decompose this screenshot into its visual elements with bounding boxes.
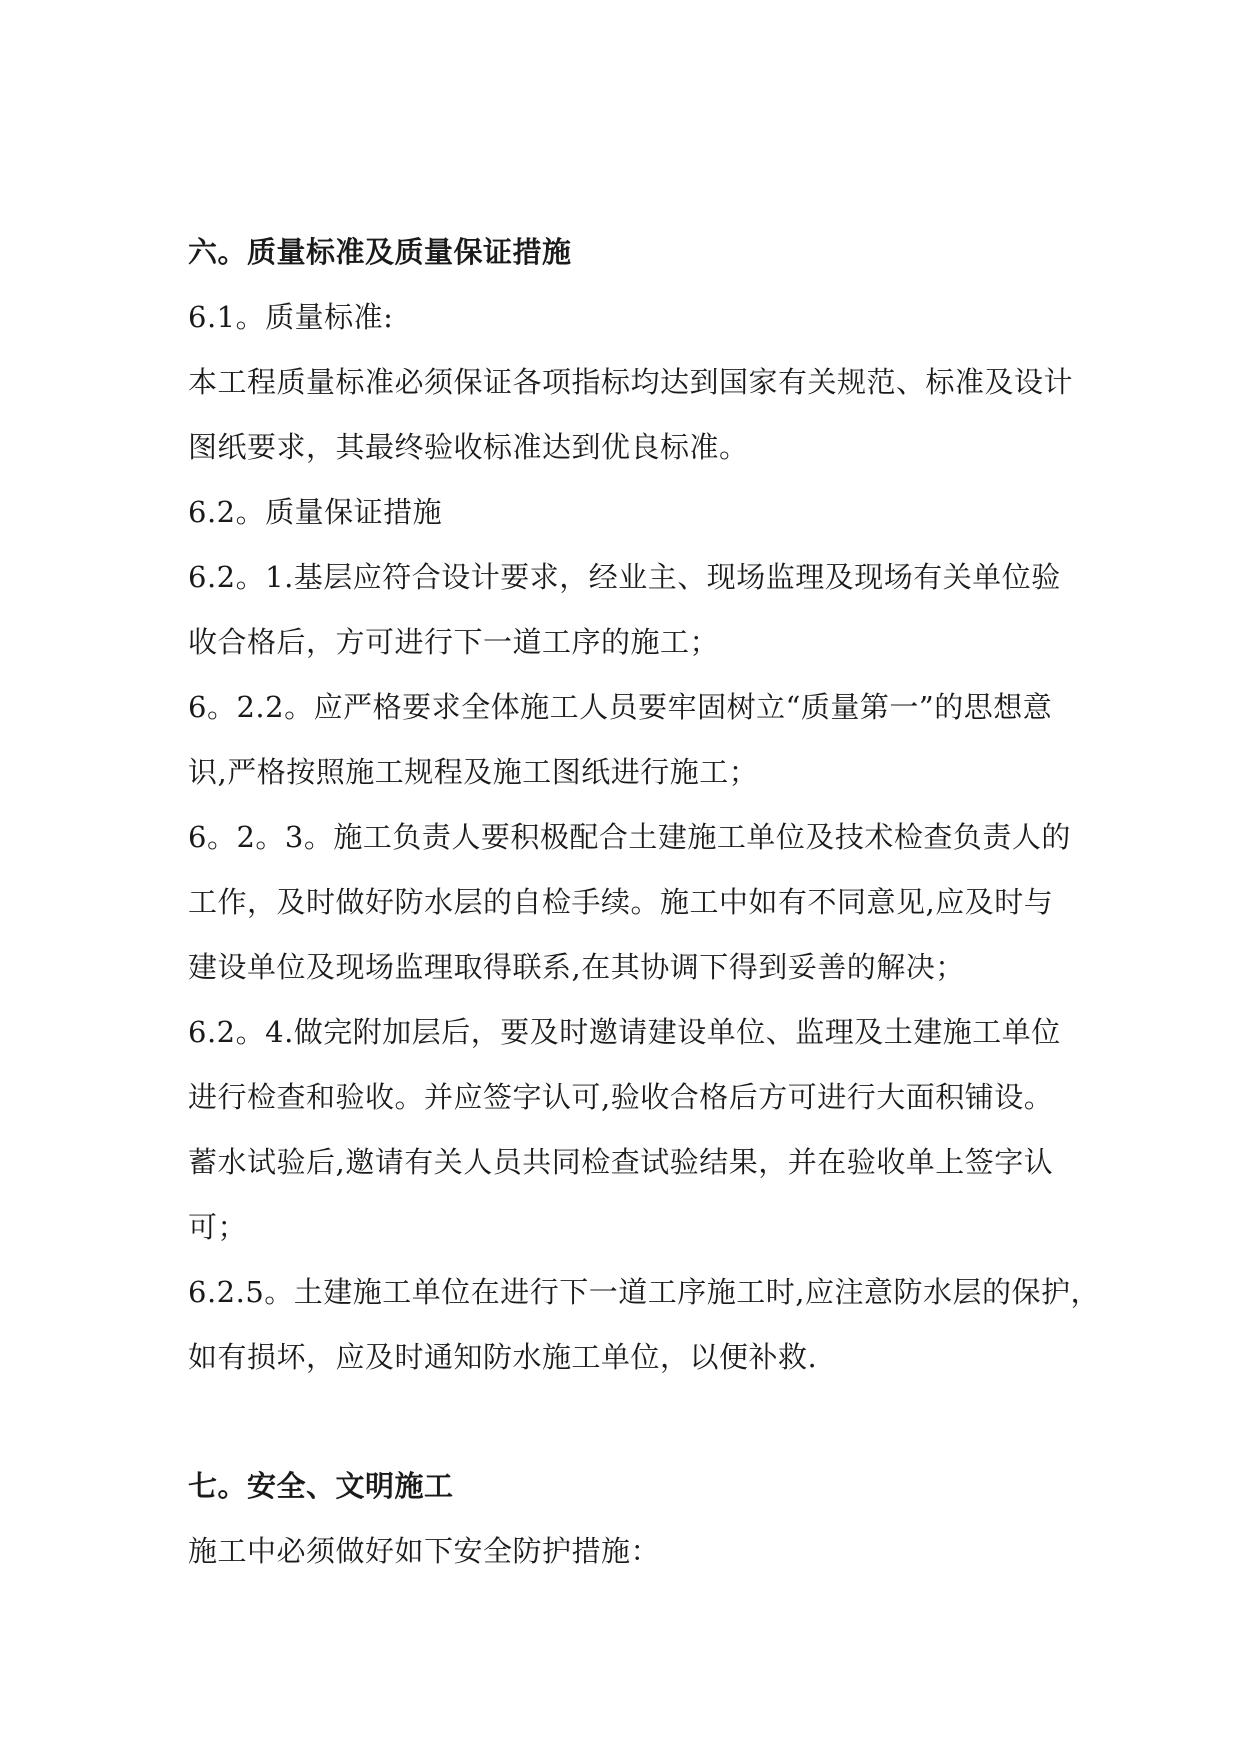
section-6-line: 本工程质量标准必须保证各项指标均达到国家有关规范、标准及设计 xyxy=(188,365,1074,399)
section-6-line: 收合格后，方可进行下一道工序的施工； xyxy=(188,625,720,659)
section-6-line: 工作，及时做好防水层的自检手续。施工中如有不同意见,应及时与 xyxy=(188,885,1054,919)
section-6-line: 可； xyxy=(188,1210,248,1244)
section-6-line: 6.1。质量标准: xyxy=(188,300,394,334)
section-divider xyxy=(188,1390,1068,1454)
document-page xyxy=(188,220,1101,1584)
section-7-line: 施工中必须做好如下安全防护措施： xyxy=(188,1534,661,1568)
section-7-heading: 七。安全、文明施工 xyxy=(188,1469,454,1503)
section-6-line: 进行检查和验收。并应签字认可,验收合格后方可进行大面积铺设。 xyxy=(188,1080,1054,1114)
section-6-line: 蓄水试验后,邀请有关人员共同检查试验结果，并在验收单上签字认 xyxy=(188,1145,1054,1179)
section-6-line: 图纸要求，其最终验收标准达到优良标准。 xyxy=(188,430,749,464)
section-6-line: 6.2。质量保证措施 xyxy=(188,495,443,529)
section-6-line: 建设单位及现场监理取得联系,在其协调下得到妥善的解决； xyxy=(188,950,965,984)
section-6-line: 如有损坏，应及时通知防水施工单位，以便补救. xyxy=(188,1340,818,1374)
section-6-line: 6.2。1.基层应符合设计要求，经业主、现场监理及现场有关单位验 xyxy=(188,560,1061,594)
section-6-line: 6。2。3。施工负责人要积极配合土建施工单位及技术检查负责人的 xyxy=(188,820,1071,854)
section-6-line: 6。2.2。应严格要求全体施工人员要牢固树立“质量第一”的思想意 xyxy=(188,690,1053,724)
section-6-line: 识,严格按照施工规程及施工图纸进行施工； xyxy=(188,755,759,789)
section-6-line: 6.2。4.做完附加层后，要及时邀请建设单位、监理及土建施工单位 xyxy=(188,1015,1061,1049)
section-6-heading: 六。质量标准及质量保证措施 xyxy=(188,235,572,269)
section-6-line: 6.2.5。土建施工单位在进行下一道工序施工时,应注意防水层的保护， xyxy=(188,1275,1101,1309)
